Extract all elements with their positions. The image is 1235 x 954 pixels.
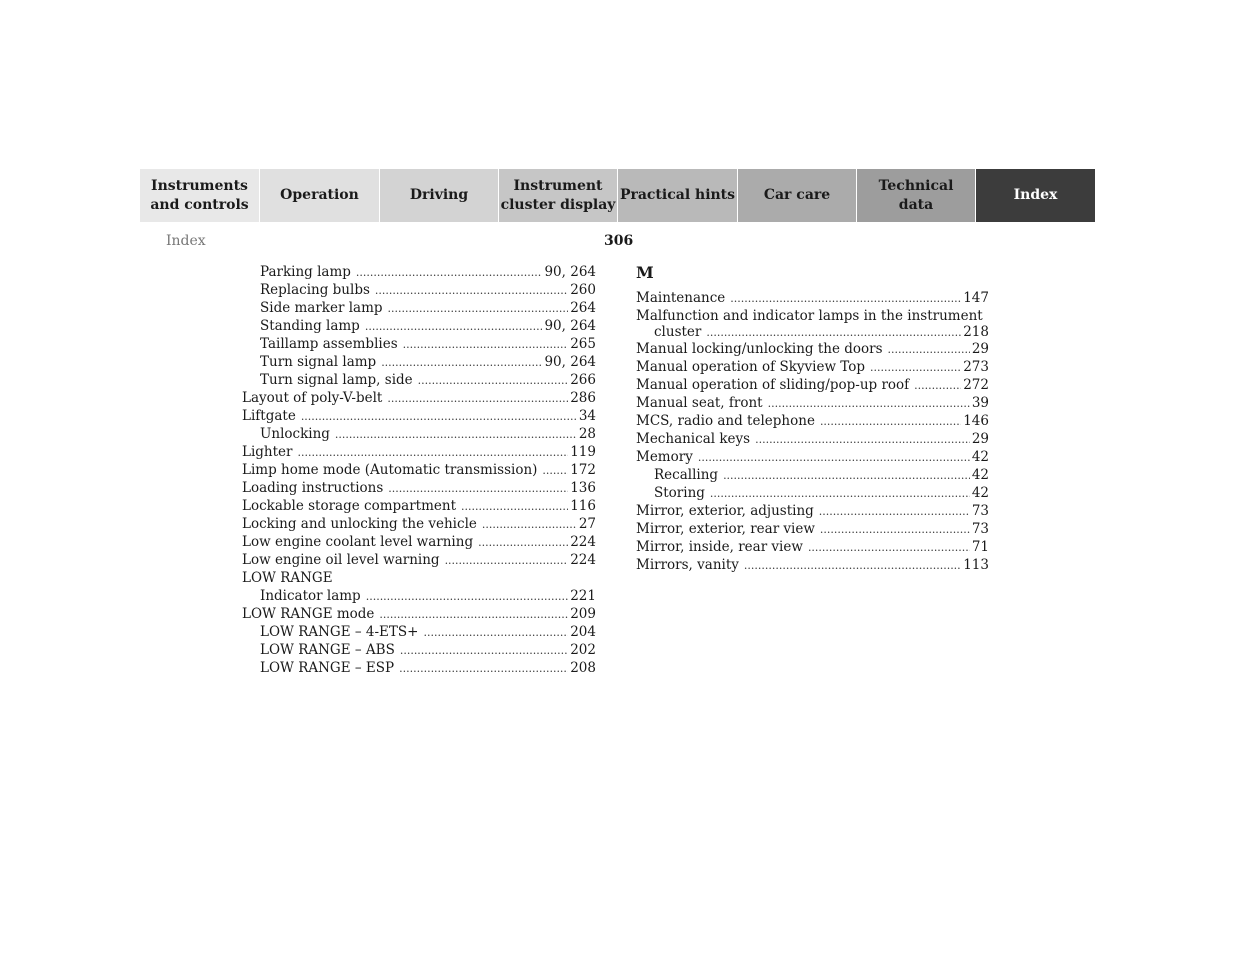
index-term: Manual operation of sliding/pop-up roof bbox=[636, 377, 910, 393]
leader-dots bbox=[388, 300, 569, 318]
index-entry[interactable] bbox=[242, 425, 596, 443]
index-page-ref: 73 bbox=[971, 503, 989, 519]
index-page-ref: 42 bbox=[971, 467, 989, 483]
index-entry[interactable] bbox=[242, 551, 596, 569]
index-page-ref: 266 bbox=[570, 372, 596, 388]
index-page-ref: 146 bbox=[963, 413, 989, 429]
index-term: Indicator lamp bbox=[260, 588, 361, 604]
index-term: Turn signal lamp, side bbox=[260, 372, 413, 388]
index-term: Manual seat, front bbox=[636, 395, 763, 411]
leader-dots bbox=[768, 395, 970, 413]
index-term: Storing bbox=[654, 485, 705, 501]
index-term: Turn signal lamp bbox=[260, 354, 377, 370]
index-page-ref: 260 bbox=[570, 282, 596, 298]
leader-dots bbox=[403, 336, 569, 354]
index-entry[interactable] bbox=[242, 407, 596, 425]
index-page-ref: 204 bbox=[570, 624, 596, 640]
leader-dots bbox=[461, 498, 568, 516]
index-entry[interactable] bbox=[636, 556, 989, 574]
index-page-ref: 286 bbox=[570, 390, 596, 406]
index-term: Parking lamp bbox=[260, 264, 351, 280]
leader-dots bbox=[381, 354, 542, 372]
index-term: Liftgate bbox=[242, 408, 296, 424]
leader-dots bbox=[808, 539, 970, 557]
index-page-ref: 34 bbox=[578, 408, 596, 424]
index-entry[interactable] bbox=[242, 515, 596, 533]
leader-dots bbox=[542, 462, 568, 480]
index-entry[interactable] bbox=[636, 430, 989, 448]
index-entry[interactable] bbox=[242, 623, 596, 641]
index-term: Taillamp assemblies bbox=[260, 336, 398, 352]
index-entry[interactable] bbox=[636, 340, 989, 358]
index-page-ref: 221 bbox=[570, 588, 596, 604]
index-page-ref: 147 bbox=[963, 290, 989, 306]
index-entry[interactable] bbox=[636, 466, 989, 484]
index-term: Manual operation of Skyview Top bbox=[636, 359, 866, 375]
index-entry[interactable] bbox=[242, 317, 596, 335]
leader-dots bbox=[423, 624, 568, 642]
index-term: Unlocking bbox=[260, 426, 330, 442]
index-term: Memory bbox=[636, 449, 693, 465]
index-term-continuation: cluster bbox=[654, 324, 702, 340]
leader-dots bbox=[914, 377, 961, 395]
index-entry[interactable] bbox=[636, 484, 989, 502]
index-page-ref: 27 bbox=[578, 516, 596, 532]
index-page-ref: 71 bbox=[971, 539, 989, 555]
tab-car-care[interactable]: Car care bbox=[738, 169, 857, 222]
leader-dots bbox=[399, 660, 568, 678]
index-page-ref: 224 bbox=[570, 534, 596, 550]
index-term: Mirror, exterior, adjusting bbox=[636, 503, 814, 519]
leader-dots bbox=[298, 444, 569, 462]
index-term: LOW RANGE – ESP bbox=[260, 660, 395, 676]
index-page-ref: 208 bbox=[570, 660, 596, 676]
leader-dots bbox=[820, 521, 970, 539]
leader-dots bbox=[400, 642, 568, 660]
index-term: LOW RANGE bbox=[242, 570, 333, 586]
index-page-ref: 42 bbox=[971, 449, 989, 465]
index-term: Replacing bulbs bbox=[260, 282, 370, 298]
index-page-ref: 119 bbox=[570, 444, 596, 460]
index-entry[interactable] bbox=[242, 569, 596, 587]
index-entry-continuation bbox=[636, 325, 989, 340]
index-term: LOW RANGE – 4-ETS+ bbox=[260, 624, 419, 640]
index-column-left bbox=[242, 263, 596, 677]
index-entry[interactable] bbox=[242, 641, 596, 659]
index-entry[interactable] bbox=[636, 502, 989, 520]
index-entry[interactable] bbox=[636, 394, 989, 412]
index-entry[interactable] bbox=[242, 335, 596, 353]
index-entry[interactable] bbox=[242, 371, 596, 389]
index-entry[interactable] bbox=[242, 587, 596, 605]
index-term: Manual locking/unlocking the doors bbox=[636, 341, 883, 357]
tab-practical-hints[interactable]: Practical hints bbox=[618, 169, 738, 222]
index-entry[interactable] bbox=[242, 353, 596, 371]
index-term: Mirror, inside, rear view bbox=[636, 539, 803, 555]
index-entry[interactable] bbox=[242, 263, 596, 281]
leader-dots bbox=[888, 341, 970, 359]
index-term: Lockable storage compartment bbox=[242, 498, 456, 514]
index-column-right bbox=[636, 263, 989, 574]
leader-dots bbox=[482, 516, 577, 534]
index-entry[interactable] bbox=[242, 479, 596, 497]
index-entry[interactable] bbox=[242, 299, 596, 317]
leader-dots bbox=[366, 588, 569, 606]
index-term: Mirror, exterior, rear view bbox=[636, 521, 815, 537]
tab-index[interactable]: Index bbox=[976, 169, 1095, 222]
index-page-ref: 264 bbox=[570, 300, 596, 316]
leader-dots bbox=[445, 552, 569, 570]
leader-dots bbox=[379, 606, 568, 624]
index-page-ref: 209 bbox=[570, 606, 596, 622]
index-page-ref: 29 bbox=[971, 431, 989, 447]
index-term: MCS, radio and telephone bbox=[636, 413, 815, 429]
index-entry-list bbox=[636, 289, 989, 574]
index-page-ref: 113 bbox=[963, 557, 989, 573]
leader-dots bbox=[710, 485, 970, 503]
index-entry[interactable] bbox=[242, 659, 596, 677]
index-entry[interactable] bbox=[242, 533, 596, 551]
index-term: Locking and unlocking the vehicle bbox=[242, 516, 477, 532]
index-entry[interactable] bbox=[636, 520, 989, 538]
leader-dots bbox=[870, 359, 961, 377]
index-page-ref: 273 bbox=[963, 359, 989, 375]
index-entry[interactable] bbox=[636, 358, 989, 376]
index-term: Malfunction and indicator lamps in the instrument bbox=[636, 308, 983, 324]
leader-dots bbox=[706, 325, 961, 340]
index-page-ref: 172 bbox=[570, 462, 596, 478]
leader-dots bbox=[478, 534, 568, 552]
tab-technical-data[interactable]: Technical data bbox=[857, 169, 976, 222]
index-entry[interactable] bbox=[636, 289, 989, 307]
tab-instrument-cluster-display[interactable]: Instrument cluster display bbox=[499, 169, 618, 222]
index-page-ref: 90, 264 bbox=[544, 318, 596, 334]
index-entry[interactable] bbox=[242, 443, 596, 461]
index-term: Standing lamp bbox=[260, 318, 360, 334]
leader-dots bbox=[820, 413, 961, 431]
index-entry[interactable] bbox=[242, 281, 596, 299]
leader-dots bbox=[375, 282, 568, 300]
index-term: Lighter bbox=[242, 444, 293, 460]
index-term: Limp home mode (Automatic transmission) bbox=[242, 462, 538, 478]
index-page-ref: 224 bbox=[570, 552, 596, 568]
index-term: Maintenance bbox=[636, 290, 726, 306]
index-page-ref: 116 bbox=[570, 498, 596, 514]
leader-dots bbox=[723, 467, 970, 485]
leader-dots bbox=[819, 503, 970, 521]
index-page-ref: 90, 264 bbox=[544, 354, 596, 370]
index-entry[interactable] bbox=[242, 389, 596, 407]
index-term: LOW RANGE – ABS bbox=[260, 642, 395, 658]
leader-dots bbox=[301, 408, 577, 426]
section-label: Index bbox=[166, 233, 206, 249]
index-term: Layout of poly-V-belt bbox=[242, 390, 383, 406]
index-term: LOW RANGE mode bbox=[242, 606, 375, 622]
page-number: 306 bbox=[604, 233, 634, 249]
index-term: Mirrors, vanity bbox=[636, 557, 739, 573]
index-page-ref: 73 bbox=[971, 521, 989, 537]
tab-instruments-and-controls[interactable]: Instruments and controls bbox=[140, 169, 260, 222]
index-entry-wrapped[interactable] bbox=[636, 307, 989, 340]
index-entry[interactable] bbox=[636, 448, 989, 466]
index-term: Side marker lamp bbox=[260, 300, 383, 316]
index-page-ref: 29 bbox=[971, 341, 989, 357]
index-page-ref: 136 bbox=[570, 480, 596, 496]
index-entry[interactable] bbox=[636, 376, 989, 394]
leader-dots bbox=[755, 431, 970, 449]
index-page-ref: 42 bbox=[971, 485, 989, 501]
index-letter-heading: M bbox=[636, 263, 654, 282]
index-page-ref: 90, 264 bbox=[544, 264, 596, 280]
index-entry[interactable] bbox=[242, 461, 596, 479]
leader-dots bbox=[365, 318, 543, 336]
tab-operation[interactable]: Operation bbox=[260, 169, 380, 222]
index-page-ref: 202 bbox=[570, 642, 596, 658]
leader-dots bbox=[387, 390, 568, 408]
index-term: Low engine coolant level warning bbox=[242, 534, 474, 550]
index-page-ref: 28 bbox=[578, 426, 596, 442]
leader-dots bbox=[335, 426, 577, 444]
index-entry[interactable] bbox=[242, 497, 596, 515]
leader-dots bbox=[388, 480, 568, 498]
index-term: Recalling bbox=[654, 467, 719, 483]
index-entry[interactable] bbox=[636, 412, 989, 430]
chapter-tab-bar bbox=[140, 169, 1095, 222]
leader-dots bbox=[744, 557, 961, 575]
tab-driving[interactable]: Driving bbox=[380, 169, 499, 222]
index-entry[interactable] bbox=[636, 538, 989, 556]
index-page-ref: 218 bbox=[963, 324, 989, 340]
index-page-ref: 272 bbox=[963, 377, 989, 393]
index-term: Mechanical keys bbox=[636, 431, 751, 447]
index-term: Low engine oil level warning bbox=[242, 552, 440, 568]
index-page-ref: 265 bbox=[570, 336, 596, 352]
leader-dots bbox=[418, 372, 569, 390]
index-entry[interactable] bbox=[242, 605, 596, 623]
leader-dots bbox=[730, 290, 961, 308]
index-page-ref: 39 bbox=[971, 395, 989, 411]
index-term: Loading instructions bbox=[242, 480, 384, 496]
leader-dots bbox=[356, 264, 543, 282]
leader-dots bbox=[698, 449, 970, 467]
